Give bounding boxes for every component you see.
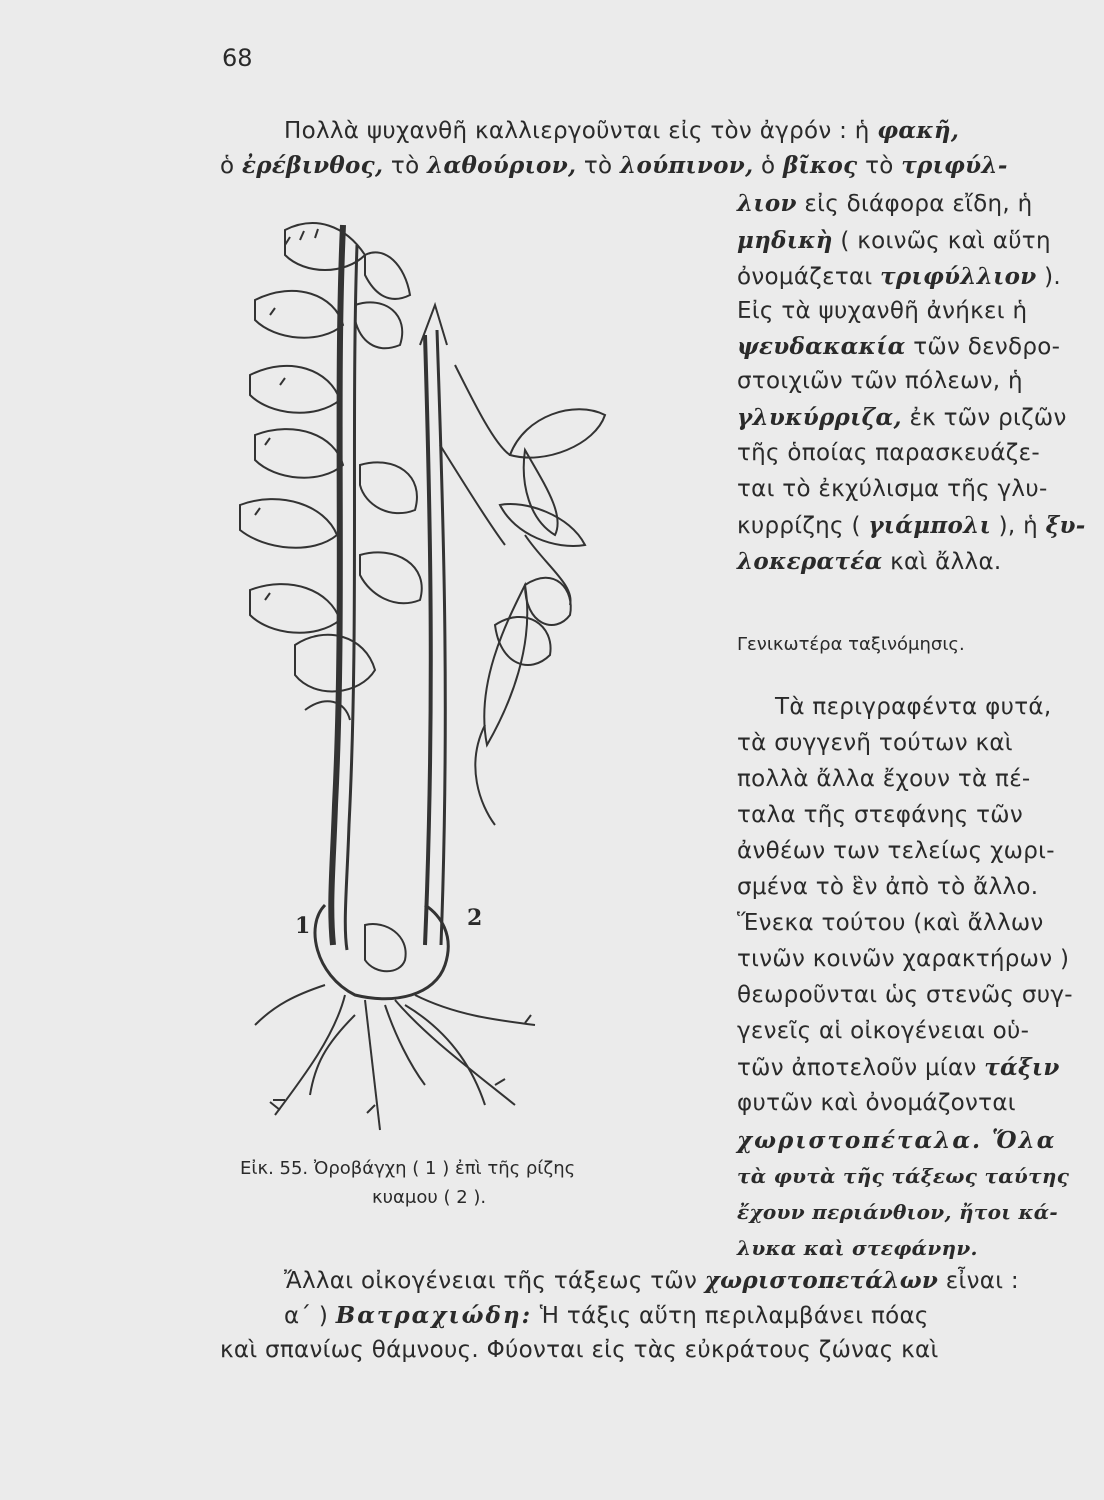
text-line-4: μηδικὴ ( κοινῶς καὶ αὕτη	[737, 227, 1051, 254]
text-line-12: κυρρίζης ( γιάμπολι ), ἡ ξυ-	[737, 512, 1086, 539]
text-line-5: ὀνομάζεται τριφύλλιον ).	[737, 263, 1061, 290]
para-line-8: τινῶν κοινῶν χαρακτήρων )	[737, 946, 1070, 972]
text-line-1: Πολλὰ ψυχανθῆ καλλιεργοῦνται εἰς τὸν ἀγρόν : ἡ φακῆ,	[284, 117, 960, 144]
bottom-line-1: Ἄλλαι οἰκογένειαι τῆς τάξεως τῶν χωριστοπετάλων εἶναι :	[284, 1267, 1019, 1294]
para-line-7: Ἕνεκα τούτου (καὶ ἄλλων	[737, 910, 1044, 936]
figure-label-1: 1	[295, 913, 311, 939]
figure-caption-line-2: κυαμου ( 2 ).	[372, 1187, 487, 1208]
text-line-13: λοκερατέα καὶ ἄλλα.	[737, 548, 1002, 575]
para-line-3: πολλὰ ἄλλα ἔχουν τὰ πέ-	[737, 766, 1031, 792]
text-line-7: ψευδακακία τῶν δενδρο-	[737, 333, 1061, 360]
para-line-15: ἔχουν περιάνθιον, ἤτοι κά-	[737, 1200, 1059, 1224]
orobanche-drawing	[225, 205, 715, 1140]
para-line-9: θεωροῦνται ὡς στενῶς συγ-	[737, 982, 1073, 1008]
para-line-10: γενεῖς αἱ οἰκογένειαι οὑ-	[737, 1018, 1030, 1044]
para-line-13: χωριστοπέταλα. Ὅλα	[737, 1127, 1057, 1154]
text-line-6: Εἰς τὰ ψυχανθῆ ἀνήκει ἡ	[737, 298, 1028, 324]
figure-label-2: 2	[467, 905, 483, 931]
para-line-6: σμένα τὸ ἓν ἀπὸ τὸ ἄλλο.	[737, 874, 1039, 900]
page-number: 68	[222, 44, 253, 72]
para-line-4: ταλα τῆς στεφάνης τῶν	[737, 802, 1024, 828]
para-line-2: τὰ συγγενῆ τούτων καὶ	[737, 730, 1013, 756]
bottom-line-2: α΄ ) Βατραχιώδη: Ἡ τάξις αὕτη περιλαμβάνει πόας	[284, 1302, 929, 1329]
text-line-8: στοιχιῶν τῶν πόλεων, ἡ	[737, 368, 1023, 394]
para-line-11: τῶν ἀποτελοῦν μίαν τάξιν	[737, 1054, 1060, 1081]
para-line-16: λυκα καὶ στεφάνην.	[737, 1236, 978, 1260]
text-line-2: ὁ ἐρέβινθος, τὸ λαθούριον, τὸ λούπινον, ὁ βῖκος τὸ τριφύλ-	[220, 152, 1008, 179]
para-line-12: φυτῶν καὶ ὀνομάζονται	[737, 1090, 1016, 1116]
text-line-10: τῆς ὁποίας παρασκευάζε-	[737, 440, 1040, 466]
text-line-3: λιον εἰς διάφορα εἴδη, ἡ	[737, 190, 1033, 217]
para-line-1: Τὰ περιγραφέντα φυτά,	[775, 694, 1052, 720]
para-line-5: ἀνθέων των τελείως χωρι-	[737, 838, 1055, 864]
bottom-line-3: καὶ σπανίως θάμνους. Φύονται εἰς τὰς εὐκράτους ζώνας καὶ	[220, 1337, 939, 1363]
text-line-11: ται τὸ ἐκχύλισμα τῆς γλυ-	[737, 476, 1048, 502]
para-line-14: τὰ φυτὰ τῆς τάξεως ταύτης	[737, 1164, 1070, 1188]
text-line-9: γλυκύρριζα, ἐκ τῶν ριζῶν	[737, 404, 1067, 431]
figure-caption-line-1: Εἰκ. 55. Ὀροβάγχη ( 1 ) ἐπὶ τῆς ρίζης	[240, 1158, 576, 1179]
plant-illustration	[225, 205, 715, 1140]
section-heading: Γενικωτέρα ταξινόμησις.	[737, 634, 965, 655]
